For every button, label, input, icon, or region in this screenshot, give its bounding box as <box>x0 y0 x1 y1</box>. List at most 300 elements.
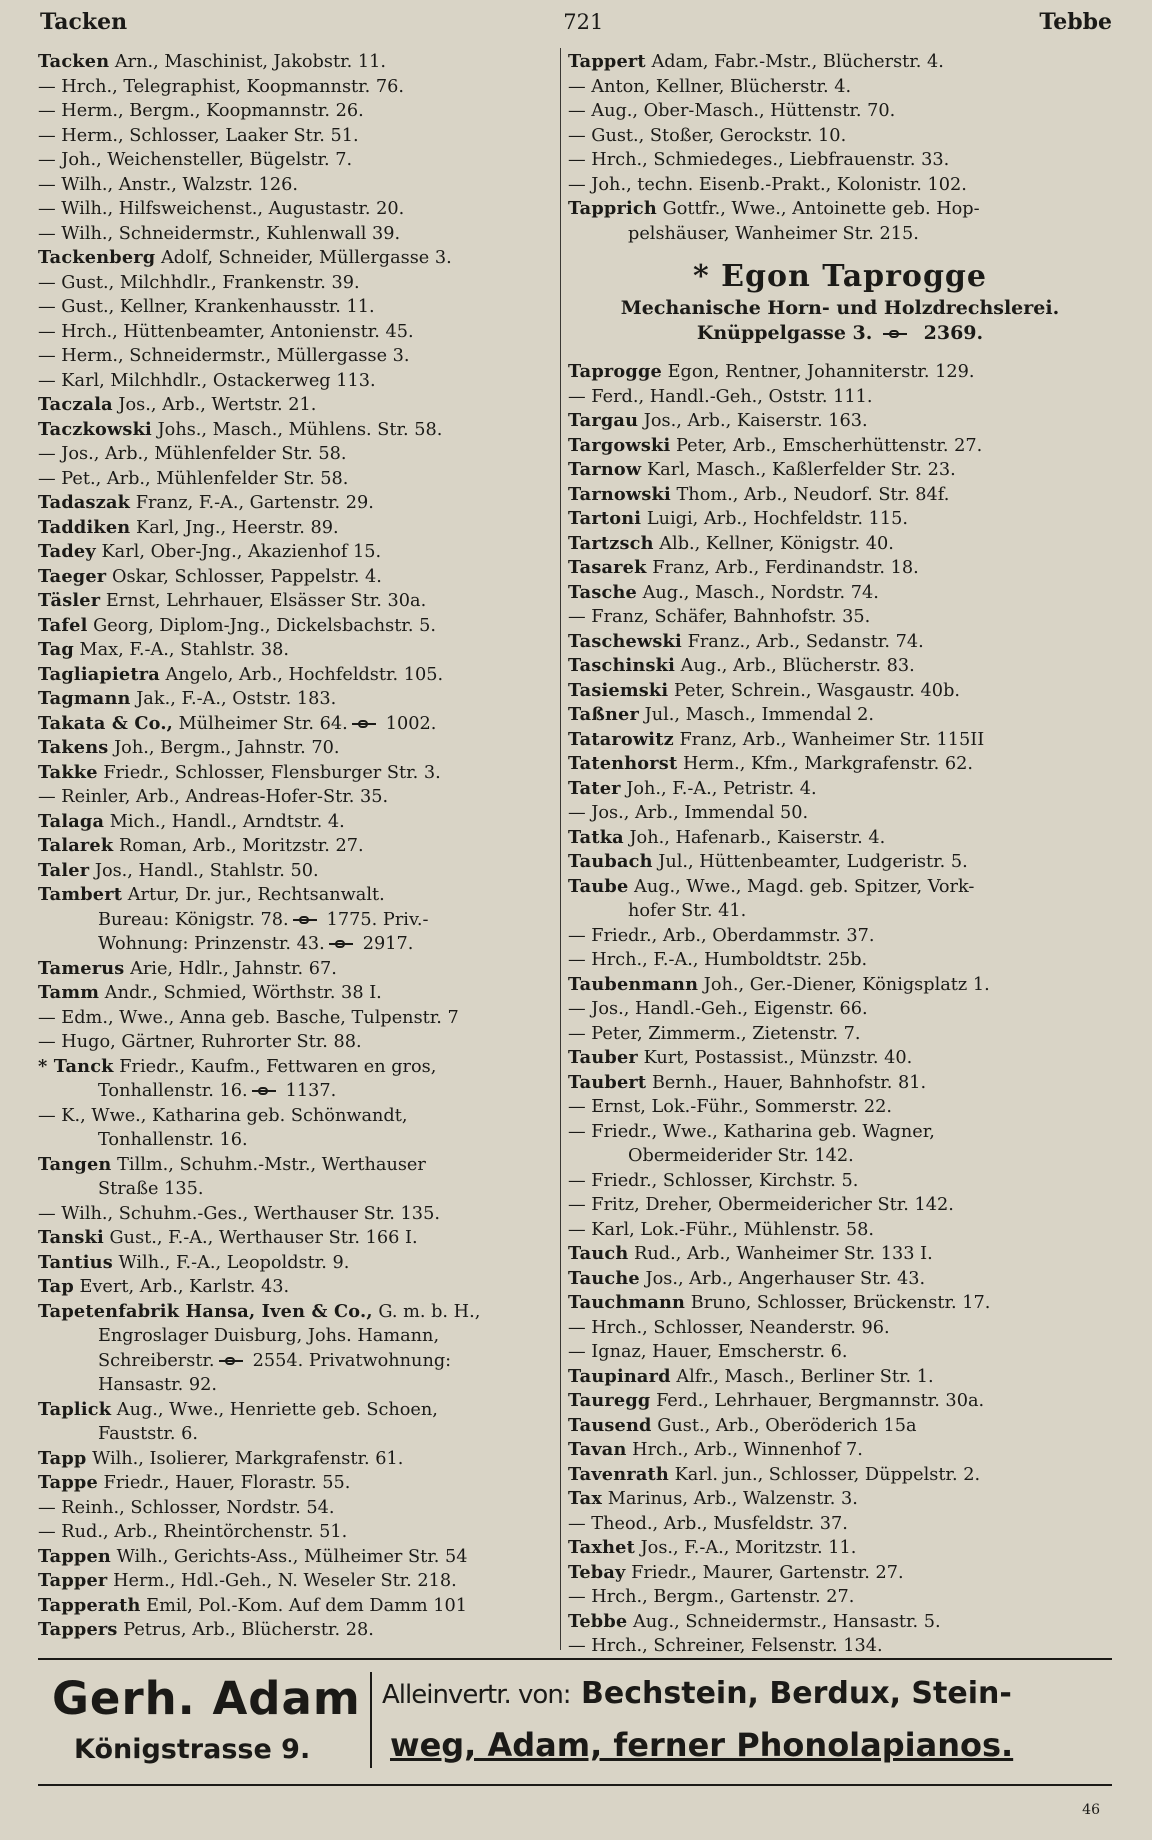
entry-details: — Gust., Kellner, Krankenhausstr. 11. <box>38 297 375 317</box>
directory-entry <box>568 875 1112 900</box>
directory-entry <box>38 99 556 124</box>
directory-entry <box>38 1398 556 1423</box>
entry-surname: Täsler <box>38 590 101 611</box>
directory-entry <box>38 1471 556 1496</box>
directory-entry <box>568 1169 1112 1194</box>
entry-details: — Wilh., Schuhm.-Ges., Werthauser Str. 135. <box>38 1203 440 1224</box>
directory-entry <box>38 1226 556 1251</box>
entry-surname: Tappert <box>568 51 646 72</box>
entry-details: — Jos., Handl.-Geh., Eigenstr. 66. <box>568 999 868 1019</box>
entry-details: Wilh., Isolierer, Markgrafenstr. 61. <box>92 1448 404 1469</box>
entry-details: — Joh., Weichensteller, Bügelstr. 7. <box>38 150 353 170</box>
entry-details: — Anton, Kellner, Blücherstr. 4. <box>568 76 852 97</box>
entry-surname: Tarnow <box>568 459 642 480</box>
directory-entry <box>38 1006 556 1031</box>
entry-details: Tonhallenstr. 16. <box>98 1130 248 1150</box>
entry-details: Peter, Arb., Emscherhüttenstr. 27. <box>676 435 983 456</box>
entry-surname: Taschewski <box>568 630 682 652</box>
entry-details: Tonhallenstr. 16. <box>98 1081 248 1101</box>
entry-surname: Tag <box>38 639 74 660</box>
directory-entry <box>38 614 556 639</box>
entry-details: — Ferd., Handl.-Geh., Oststr. 111. <box>568 386 873 407</box>
right-column-bottom <box>568 360 1112 1659</box>
entry-details: Artur, Dr. jur., Rechtsanwalt. <box>127 885 385 905</box>
entry-details: — Hrch., Schmiedeges., Liebfrauenstr. 33. <box>568 150 950 170</box>
entry-details: Roman, Arb., Moritzstr. 27. <box>118 836 364 856</box>
entry-details: Karl. jun., Schlosser, Düppelstr. 2. <box>674 1464 981 1485</box>
entry-surname: Tapp <box>38 1447 87 1469</box>
entry-details: Schreiberstr. <box>98 1350 215 1371</box>
directory-entry <box>38 1520 556 1545</box>
entry-details: Karl, Masch., Kaßlerfelder Str. 23. <box>646 460 956 480</box>
ad-street: Königstrasse 9. <box>74 1734 311 1765</box>
entry-details: — Karl, Milchhdlr., Ostackerweg 113. <box>38 370 376 391</box>
entry-surname: Talaga <box>38 810 105 832</box>
entry-surname: Taschinski <box>568 655 676 676</box>
directory-entry <box>568 222 1112 247</box>
entry-surname: Tebbe <box>568 1610 628 1632</box>
entry-details: — Hrch., F.-A., Humboldtstr. 25b. <box>568 950 868 970</box>
gerh-adam-advertisement <box>40 1668 1115 1780</box>
directory-entry <box>568 197 1112 222</box>
directory-entry <box>38 785 556 810</box>
entry-surname: Targau <box>568 410 639 431</box>
entry-details: Joh., Hafenarb., Kaiserstr. 4. <box>629 827 886 848</box>
entry-surname: Tappen <box>38 1545 111 1567</box>
directory-entry <box>568 124 1112 149</box>
directory-entry <box>38 1202 556 1227</box>
directory-entry <box>38 712 556 737</box>
entry-surname: Tausend <box>568 1414 652 1436</box>
left-column <box>38 50 556 1643</box>
directory-entry <box>568 801 1112 826</box>
ad-line-1 <box>382 1676 1012 1711</box>
directory-entry <box>568 654 1112 679</box>
directory-entry <box>568 483 1112 508</box>
entry-details: Aug., Wwe., Magd. geb. Spitzer, Vork- <box>634 876 975 897</box>
directory-entry <box>568 1291 1112 1316</box>
entry-details: Herm., Kfm., Markgrafenstr. 62. <box>682 754 973 774</box>
entry-details: Franz., Arb., Sedanstr. 74. <box>687 631 924 652</box>
directory-entry <box>568 1389 1112 1414</box>
directory-entry <box>38 295 556 320</box>
entry-details: Arn., Maschinist, Jakobstr. 11. <box>114 52 386 72</box>
directory-entry <box>38 1153 556 1178</box>
entry-details: Gust., Arb., Oberöderich 15a <box>657 1415 917 1436</box>
directory-entry <box>568 1365 1112 1390</box>
directory-entry <box>38 1030 556 1055</box>
entry-details: — Friedr., Schlosser, Kirchstr. 5. <box>568 1170 859 1191</box>
entry-details: Franz, Arb., Wanheimer Str. 115II <box>679 729 985 750</box>
entry-details: Wilh., F.-A., Leopoldstr. 9. <box>118 1252 350 1273</box>
directory-entry <box>38 589 556 614</box>
directory-entry <box>568 1095 1112 1120</box>
directory-entry <box>568 1463 1112 1488</box>
entry-surname: Tappers <box>38 1619 118 1640</box>
entry-surname: Tapperath <box>38 1594 141 1616</box>
entry-details: Tillm., Schuhm.-Mstr., Werthauser <box>117 1154 426 1175</box>
entry-details: Jos., Arb., Wertstr. 21. <box>118 395 317 415</box>
entry-surname: Tax <box>568 1488 603 1509</box>
entry-surname: Tavenrath <box>568 1463 669 1485</box>
directory-entry <box>568 409 1112 434</box>
directory-entry <box>568 434 1112 459</box>
directory-entry <box>568 850 1112 875</box>
entry-details: — Hugo, Gärtner, Ruhrorter Str. 88. <box>38 1032 362 1052</box>
directory-entry <box>38 369 556 394</box>
directory-entry <box>568 973 1112 998</box>
ad-company-name: Gerh. Adam <box>52 1672 361 1725</box>
entry-details: — Joh., techn. Eisenb.-Prakt., Kolonistr. 102. <box>568 174 967 195</box>
entry-surname: Tamm <box>38 982 100 1003</box>
entry-details: Johs., Masch., Mühlens. Str. 58. <box>157 419 443 440</box>
entry-details: Mich., Handl., Arndtstr. 4. <box>109 811 345 832</box>
entry-details: Jak., F.-A., Oststr. 183. <box>136 689 337 709</box>
entry-details: — Wilh., Schneidermstr., Kuhlenwall 39. <box>38 223 401 244</box>
entry-details: — Friedr., Wwe., Katharina geb. Wagner, <box>568 1121 935 1142</box>
entry-details: Adam, Fabr.-Mstr., Blücherstr. 4. <box>651 52 944 72</box>
header-right-word: Tebbe <box>1039 9 1112 35</box>
directory-entry <box>568 679 1112 704</box>
entry-surname: Tapetenfabrik Hansa, Iven & Co., <box>38 1300 373 1322</box>
directory-entry <box>38 1422 556 1447</box>
entry-details: Hansastr. 92. <box>98 1375 218 1395</box>
directory-entry <box>568 948 1112 973</box>
directory-entry <box>568 1487 1112 1512</box>
entry-surname: Tadey <box>38 541 96 562</box>
directory-entry <box>568 777 1112 802</box>
entry-details: — Fritz, Dreher, Obermeidericher Str. 142. <box>568 1195 954 1215</box>
entry-surname: Tagliapietra <box>38 663 160 685</box>
directory-entry <box>568 99 1112 124</box>
ad-divider <box>370 1672 372 1768</box>
entry-surname: Tavan <box>568 1439 627 1460</box>
entry-surname: Tackenberg <box>38 247 156 268</box>
directory-entry <box>568 1022 1112 1047</box>
directory-entry <box>38 687 556 712</box>
entry-details: Kurt, Postassist., Münzstr. 40. <box>643 1048 913 1068</box>
entry-surname: Takke <box>38 761 98 783</box>
directory-entry <box>38 1594 556 1619</box>
directory-entry <box>38 271 556 296</box>
directory-entry <box>38 393 556 418</box>
entry-surname: Taxhet <box>568 1537 635 1558</box>
entry-details: Ferd., Lehrhauer, Bergmannstr. 30a. <box>656 1391 985 1411</box>
directory-entry <box>38 1373 556 1398</box>
directory-entry <box>38 1079 556 1104</box>
directory-entry <box>38 516 556 541</box>
entry-details: Franz, Arb., Ferdinandstr. 18. <box>652 558 919 578</box>
ad-top-rule <box>38 1658 1112 1660</box>
directory-entry <box>38 736 556 761</box>
entry-details: Joh., Ger.-Diener, Königsplatz 1. <box>703 974 990 995</box>
entry-surname: Tarnowski <box>568 483 671 505</box>
directory-entry <box>38 148 556 173</box>
entry-details: — Friedr., Arb., Oberdammstr. 37. <box>568 925 875 946</box>
entry-details: — Hrch., Schreiner, Felsenstr. 134. <box>568 1636 883 1656</box>
entry-surname: Taczkowski <box>38 418 152 440</box>
entry-surname: Tapper <box>38 1570 108 1591</box>
directory-entry <box>38 1569 556 1594</box>
ad-bottom-rule <box>38 1784 1112 1786</box>
entry-details: Aug., Wwe., Henriette geb. Schoen, <box>116 1399 438 1420</box>
directory-entry <box>568 728 1112 753</box>
column-divider <box>560 48 561 1650</box>
entry-telephone: 1137. <box>285 1081 337 1101</box>
entry-surname: Taube <box>568 875 629 897</box>
entry-surname: Taddiken <box>38 516 131 538</box>
directory-entry <box>568 1071 1112 1096</box>
entry-surname: Tauber <box>568 1047 638 1068</box>
ad-address-line <box>568 321 1112 346</box>
entry-details: — K., Wwe., Katharina geb. Schönwandt, <box>38 1105 408 1126</box>
entry-surname: Taupinard <box>568 1365 671 1387</box>
entry-surname: Tatarowitz <box>568 728 674 750</box>
header-left-word: Tacken <box>40 9 128 35</box>
entry-details: Wohnung: Prinzenstr. 43. <box>98 934 325 954</box>
entry-details: — Wilh., Hilfsweichenst., Augustastr. 20. <box>38 199 405 219</box>
directory-entry <box>568 1316 1112 1341</box>
entry-details: Jos., Arb., Kaiserstr. 163. <box>643 411 868 431</box>
entry-surname: Taubenmann <box>568 973 699 995</box>
entry-details: — Hrch., Bergm., Gartenstr. 27. <box>568 1587 855 1607</box>
directory-entry <box>568 50 1112 75</box>
entry-details: — Gust., Stoßer, Gerockstr. 10. <box>568 125 847 146</box>
entry-surname: Tauch <box>568 1243 629 1264</box>
entry-details: — Ernst, Lok.-Führ., Sommerstr. 22. <box>568 1097 892 1117</box>
entry-details: Engroslager Duisburg, Johs. Hamann, <box>98 1326 440 1346</box>
entry-telephone: 2554. Privatwohnung: <box>252 1350 452 1371</box>
entry-details: — Hrch., Schlosser, Neanderstr. 96. <box>568 1317 890 1338</box>
entry-surname: Tasche <box>568 581 637 603</box>
directory-entry <box>568 532 1112 557</box>
directory-entry <box>38 173 556 198</box>
entry-details: Aug., Arb., Blücherstr. 83. <box>680 656 915 676</box>
entry-telephone: 2917. <box>362 934 414 954</box>
entry-details: Evert, Arb., Karlstr. 43. <box>79 1277 290 1297</box>
entry-details: Joh., F.-A., Petristr. 4. <box>626 778 817 799</box>
directory-entry <box>568 924 1112 949</box>
entry-details: Arie, Hdlr., Jahnstr. 67. <box>130 958 337 979</box>
entry-surname: Tauchmann <box>568 1292 686 1313</box>
directory-entry <box>38 467 556 492</box>
entry-surname: Taplick <box>38 1398 112 1420</box>
directory-entry <box>568 899 1112 924</box>
directory-entry <box>38 859 556 884</box>
entry-surname: Tasarek <box>568 557 647 578</box>
entry-details: — Rud., Arb., Rheintörchenstr. 51. <box>38 1522 348 1542</box>
entry-details: — Aug., Ober-Masch., Hüttenstr. 70. <box>568 101 896 121</box>
entry-surname: Tasiemski <box>568 679 669 701</box>
entry-surname: Tartoni <box>568 508 642 529</box>
entry-details: — Franz, Schäfer, Bahnhofstr. 35. <box>568 607 871 627</box>
entry-details: Gust., F.-A., Werthauser Str. 166 I. <box>109 1228 418 1248</box>
directory-entry <box>38 320 556 345</box>
directory-entry <box>38 1496 556 1521</box>
directory-entry <box>568 1144 1112 1169</box>
entry-surname: Tantius <box>38 1251 113 1273</box>
entry-surname: Targowski <box>568 434 671 456</box>
directory-entry <box>38 1300 556 1325</box>
entry-details: Max, F.-A., Stahlstr. 38. <box>79 640 290 660</box>
telephone-icon <box>329 940 357 948</box>
entry-surname: Tafel <box>38 614 88 636</box>
ad-brands-1: Bechstein, Berdux, Stein- <box>581 1676 1012 1711</box>
entry-surname: Tatka <box>568 826 624 848</box>
entry-surname: Tebay <box>568 1561 626 1583</box>
directory-entry <box>38 540 556 565</box>
entry-details: Herm., Hdl.-Geh., N. Weseler Str. 218. <box>113 1571 457 1591</box>
entry-surname: Tapprich <box>568 198 657 219</box>
directory-entry <box>568 1414 1112 1439</box>
entry-details: Marinus, Arb., Walzenstr. 3. <box>607 1489 858 1509</box>
entry-details: — Karl, Lok.-Führ., Mühlenstr. 58. <box>568 1219 875 1240</box>
directory-entry <box>38 1128 556 1153</box>
entry-details: Luigi, Arb., Hochfeldstr. 115. <box>646 509 908 529</box>
entry-surname: Talarek <box>38 835 114 856</box>
entry-details: Franz, F.-A., Gartenstr. 29. <box>135 493 374 513</box>
entry-details: Joh., Bergm., Jahnstr. 70. <box>114 738 340 758</box>
entry-surname: Tambert <box>38 884 123 905</box>
directory-entry <box>38 222 556 247</box>
ad-brands-2: weg, Adam, ferner Phonolapianos. <box>390 1726 1014 1764</box>
entry-details: — Herm., Schlosser, Laaker Str. 51. <box>38 125 359 146</box>
directory-entry <box>568 752 1112 777</box>
directory-entry <box>568 385 1112 410</box>
entry-details: — Reinler, Arb., Andreas-Hofer-Str. 35. <box>38 787 389 807</box>
entry-surname: Tacken <box>38 51 110 72</box>
entry-surname: Taßner <box>568 704 639 725</box>
entry-details: Bureau: Königstr. 78. <box>98 909 289 930</box>
entry-details: pelshäuser, Wanheimer Str. 215. <box>628 223 919 244</box>
directory-entry <box>38 1177 556 1202</box>
entry-surname: Taeger <box>38 565 107 587</box>
directory-entry <box>38 908 556 933</box>
directory-entry <box>568 75 1112 100</box>
entry-telephone: 1775. Priv.- <box>326 909 429 930</box>
entry-details: hofer Str. 41. <box>628 901 747 921</box>
entry-surname: Tartzsch <box>568 532 654 554</box>
directory-entry <box>568 1242 1112 1267</box>
right-column-top <box>568 50 1112 246</box>
directory-entry <box>568 173 1112 198</box>
entry-details: Straße 135. <box>98 1179 204 1199</box>
directory-entry <box>568 360 1112 385</box>
entry-details: Mülheimer Str. 64. <box>178 713 348 734</box>
directory-entry <box>38 810 556 835</box>
ad-address: Knüppelgasse 3. <box>696 322 873 344</box>
entry-details: — Edm., Wwe., Anna geb. Basche, Tulpenstr. 7 <box>38 1007 459 1028</box>
entry-surname: Takens <box>38 737 109 758</box>
entry-details: — Jos., Arb., Mühlenfelder Str. 58. <box>38 444 347 464</box>
directory-entry <box>568 1512 1112 1537</box>
running-head <box>40 4 1112 40</box>
entry-surname: Tangen <box>38 1153 112 1175</box>
entry-details: Jos., Handl., Stahlstr. 50. <box>94 860 319 881</box>
ad-telephone: 2369. <box>923 322 984 344</box>
entry-details: Petrus, Arb., Blücherstr. 28. <box>123 1620 374 1640</box>
entry-surname: Tagmann <box>38 688 131 709</box>
directory-entry <box>568 148 1112 173</box>
directory-entry <box>568 1267 1112 1292</box>
entry-details: — Hrch., Telegraphist, Koopmannstr. 76. <box>38 76 405 97</box>
telephone-icon <box>293 916 321 924</box>
directory-entry <box>568 1218 1112 1243</box>
entry-surname: Taler <box>38 859 90 881</box>
entry-telephone: 1002. <box>385 713 437 734</box>
directory-entry <box>568 630 1112 655</box>
entry-surname: Tappe <box>38 1472 98 1493</box>
entry-details: Alb., Kellner, Königstr. 40. <box>659 533 894 554</box>
right-column <box>568 50 1112 1659</box>
entry-details: Oskar, Schlosser, Pappelstr. 4. <box>111 566 382 587</box>
directory-entry <box>568 1120 1112 1145</box>
entry-details: Georg, Diplom-Jng., Dickelsbachstr. 5. <box>93 615 436 636</box>
directory-entry <box>568 826 1112 851</box>
entry-details: Ernst, Lehrhauer, Elsässer Str. 30a. <box>105 591 427 611</box>
entry-details: Bruno, Schlosser, Brückenstr. 17. <box>690 1293 991 1313</box>
directory-entry <box>38 1447 556 1472</box>
directory-entry <box>38 75 556 100</box>
directory-entry <box>568 1046 1112 1071</box>
entry-surname: Tap <box>38 1276 74 1297</box>
directory-entry <box>568 1610 1112 1635</box>
directory-entry <box>38 1055 556 1080</box>
entry-details: G. m. b. H., <box>378 1301 481 1322</box>
entry-details: — Herm., Bergm., Koopmannstr. 26. <box>38 101 364 121</box>
directory-entry <box>568 1585 1112 1610</box>
directory-entry <box>38 344 556 369</box>
entry-details: Peter, Schrein., Wasgaustr. 40b. <box>673 680 961 701</box>
directory-entry <box>38 1545 556 1570</box>
entry-details: Obermeiderider Str. 142. <box>628 1146 854 1166</box>
entry-details: — Ignaz, Hauer, Emscherstr. 6. <box>568 1342 848 1362</box>
directory-entry <box>38 246 556 271</box>
directory-entry <box>38 883 556 908</box>
directory-entry <box>38 981 556 1006</box>
directory-entry <box>38 663 556 688</box>
entry-details: Karl, Jng., Heerstr. 89. <box>135 517 339 538</box>
entry-surname: Taubach <box>568 851 653 872</box>
directory-entry <box>568 507 1112 532</box>
directory-entry <box>568 703 1112 728</box>
entry-details: Adolf, Schneider, Müllergasse 3. <box>161 248 452 268</box>
directory-entry <box>38 1104 556 1129</box>
directory-entry <box>38 932 556 957</box>
entry-surname: Tatenhorst <box>568 753 678 774</box>
entry-details: Emil, Pol.-Kom. Auf dem Damm 101 <box>146 1595 468 1616</box>
entry-details: Alfr., Masch., Berliner Str. 1. <box>676 1366 934 1387</box>
entry-details: — Theod., Arb., Musfeldstr. 37. <box>568 1513 848 1534</box>
telephone-icon <box>352 720 380 728</box>
directory-entry <box>38 1251 556 1276</box>
entry-details: Aug., Schneidermstr., Hansastr. 5. <box>633 1611 941 1632</box>
entry-details: Fauststr. 6. <box>98 1424 199 1444</box>
telephone-icon <box>252 1087 280 1095</box>
entry-details: Gottfr., Wwe., Antoinette geb. Hop- <box>662 199 980 219</box>
directory-entry <box>38 834 556 859</box>
entry-details: — Gust., Milchhdlr., Frankenstr. 39. <box>38 272 360 293</box>
entry-details: Aug., Masch., Nordstr. 74. <box>642 582 879 603</box>
directory-entry <box>568 1536 1112 1561</box>
ad-label: Alleinvertr. von: <box>382 1680 571 1710</box>
entry-details: Jos., Arb., Angerhauser Str. 43. <box>645 1268 926 1289</box>
entry-details: — Herm., Schneidermstr., Müllergasse 3. <box>38 346 410 366</box>
entry-details: Karl, Ober-Jng., Akazienhof 15. <box>101 542 382 562</box>
entry-details: Jul., Hüttenbeamter, Ludgeristr. 5. <box>658 852 968 872</box>
directory-entry <box>568 1193 1112 1218</box>
directory-entry <box>568 1340 1112 1365</box>
